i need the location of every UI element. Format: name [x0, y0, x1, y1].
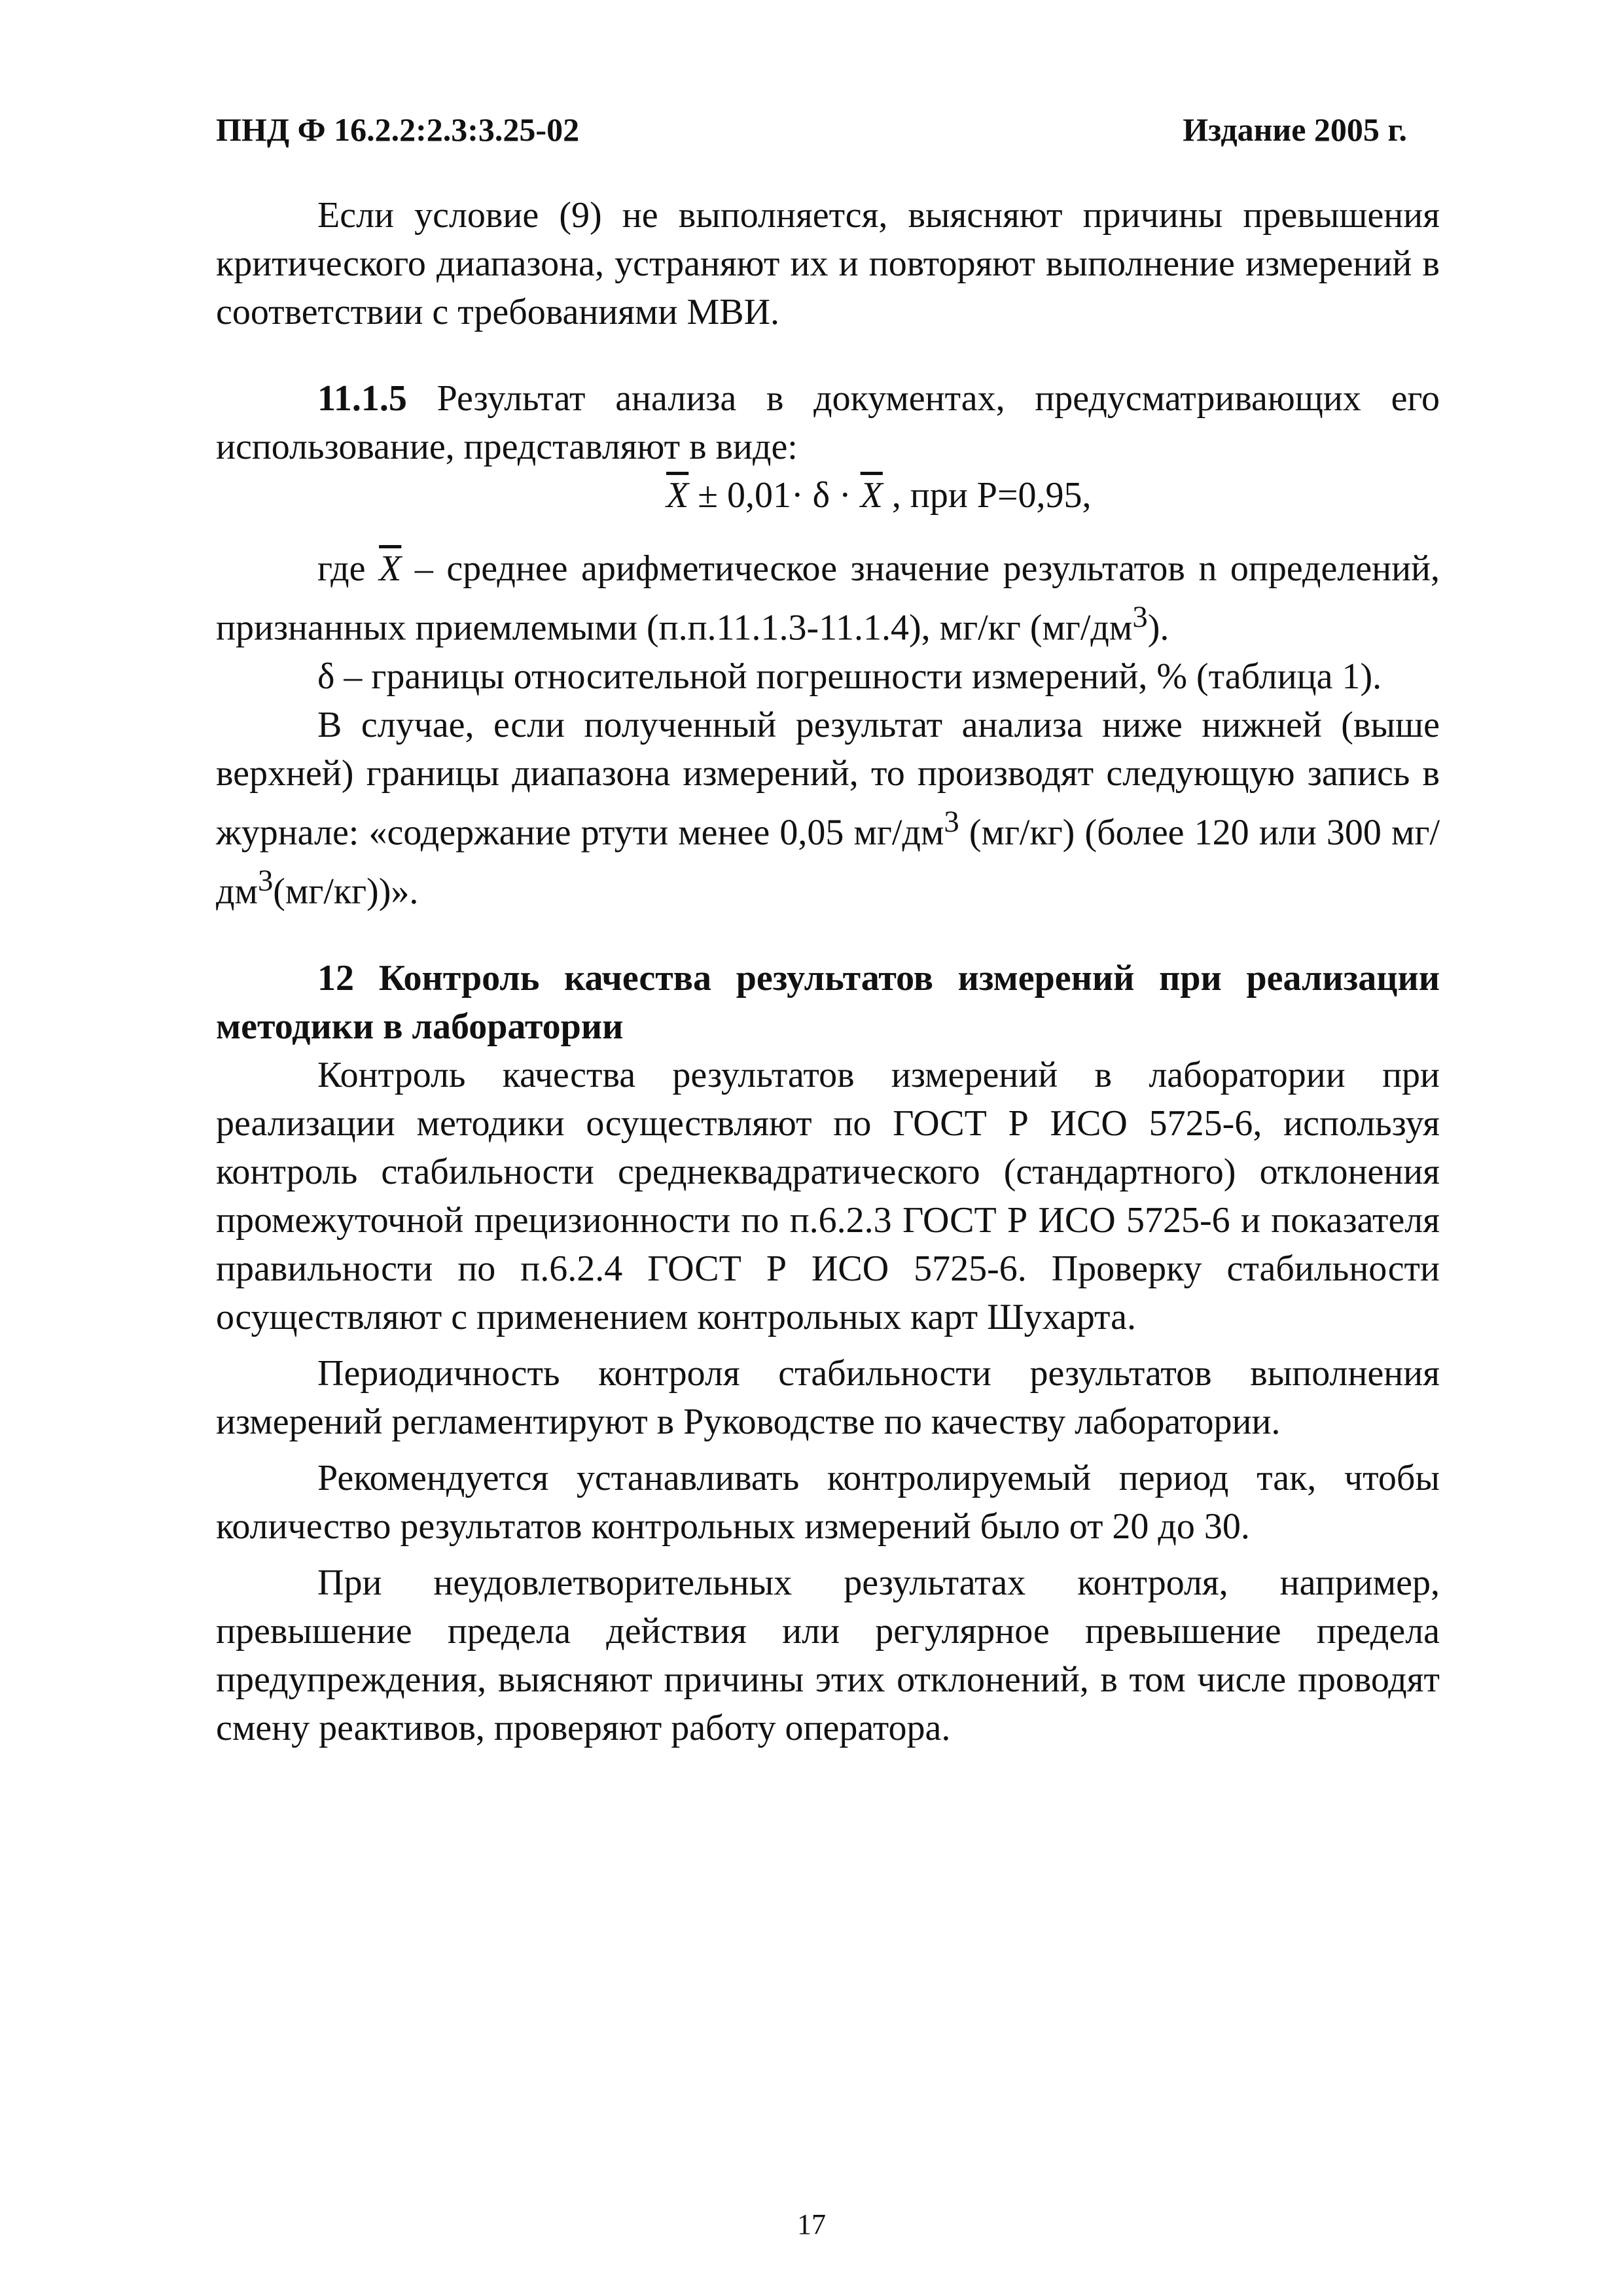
superscript-3: 3	[1132, 600, 1148, 634]
result-formula	[216, 471, 1440, 520]
mean-x-symbol-3: $\overline{X}$	[379, 548, 402, 589]
where-post: ).	[1147, 607, 1169, 648]
delta-definition: δ – границы относительной погрешности измерений, % (таблица 1).	[317, 656, 1382, 697]
paragraph-quality-control: Контроль качества результатов измерений в лаборатории при реализации методики осуществляют по ГОСТ Р ИСО 5725-6, используя контроль стабильности среднеквадратического (стандартного) отклонения промежуточной прецизионности по п.6.2.3 ГОСТ Р ИСО 5725-6 и показателя правильности по п.6.2.4 ГОСТ Р ИСО 5725-6. Проверку стабильности осуществляют с применением контрольных карт Шухарта.	[216, 1054, 1440, 1337]
paragraph-condition-9: Если условие (9) не выполняется, выясняют причины превышения критического диапазона, устраняют их и повторяют выполнение измерений в соответствии с требованиями МВИ.	[216, 195, 1440, 332]
edition-label: Издание 2005 г.	[1183, 111, 1407, 148]
case-text-c: (мг/кг))».	[273, 871, 419, 912]
section-number: 11.1.5	[317, 378, 407, 419]
paragraph-control-period: Рекомендуется устанавливать контролируемый период так, чтобы количество результатов контрольных измерений было от 20 до 30.	[216, 1457, 1440, 1547]
section-11-1-5-paragraph	[216, 374, 1440, 471]
document-code: ПНД Ф 16.2.2:2.3:3.25-02	[216, 111, 580, 148]
formula-middle: ± 0,01· δ ·	[688, 475, 861, 516]
page-number: 17	[797, 2208, 826, 2240]
case-text-b: (мг/кг) (более 120 или 300 мг/дм	[216, 812, 1440, 912]
section-text: Результат анализа в документах, предусматривающих его использование, представляют в виде:	[216, 378, 1440, 467]
case-text-a: В случае, если полученный результат анализа ниже нижней (выше верхней) границы диапазона измерений, то производят следующую запись в журнале: «содержание ртути менее 0,05 мг/дм	[216, 704, 1440, 853]
paragraph-unsatisfactory-results: При неудовлетворительных результатах контроля, например, превышение предела действия или регулярное превышение предела предупреждения, выясняют причины этих отклонений, в том числе проводят смену реактивов, проверяют работу оператора.	[216, 1562, 1440, 1748]
where-text: – среднее арифметическое значение результатов n определений, признанных приемлемыми (п.п.11.1.3-11.1.4), мг/кг (мг/дм	[216, 548, 1440, 648]
mean-x-symbol: $\overline{X}$	[666, 475, 689, 516]
document-body	[216, 191, 1440, 1752]
superscript-3: 3	[257, 864, 274, 898]
section-12-heading: 12 Контроль качества результатов измерений при реализации методики в лаборатории	[216, 957, 1440, 1047]
where-x-definition	[216, 544, 1440, 652]
formula-tail: , при Р=0,95,	[882, 475, 1092, 516]
where-prefix: где	[317, 548, 380, 589]
superscript-3: 3	[944, 804, 959, 839]
mean-x-symbol-2: $\overline{X}$	[860, 475, 883, 516]
out-of-range-paragraph	[216, 701, 1440, 916]
paragraph-periodicity: Периодичность контроля стабильности результатов выполнения измерений регламентируют в Руководстве по качеству лаборатории.	[216, 1352, 1440, 1442]
